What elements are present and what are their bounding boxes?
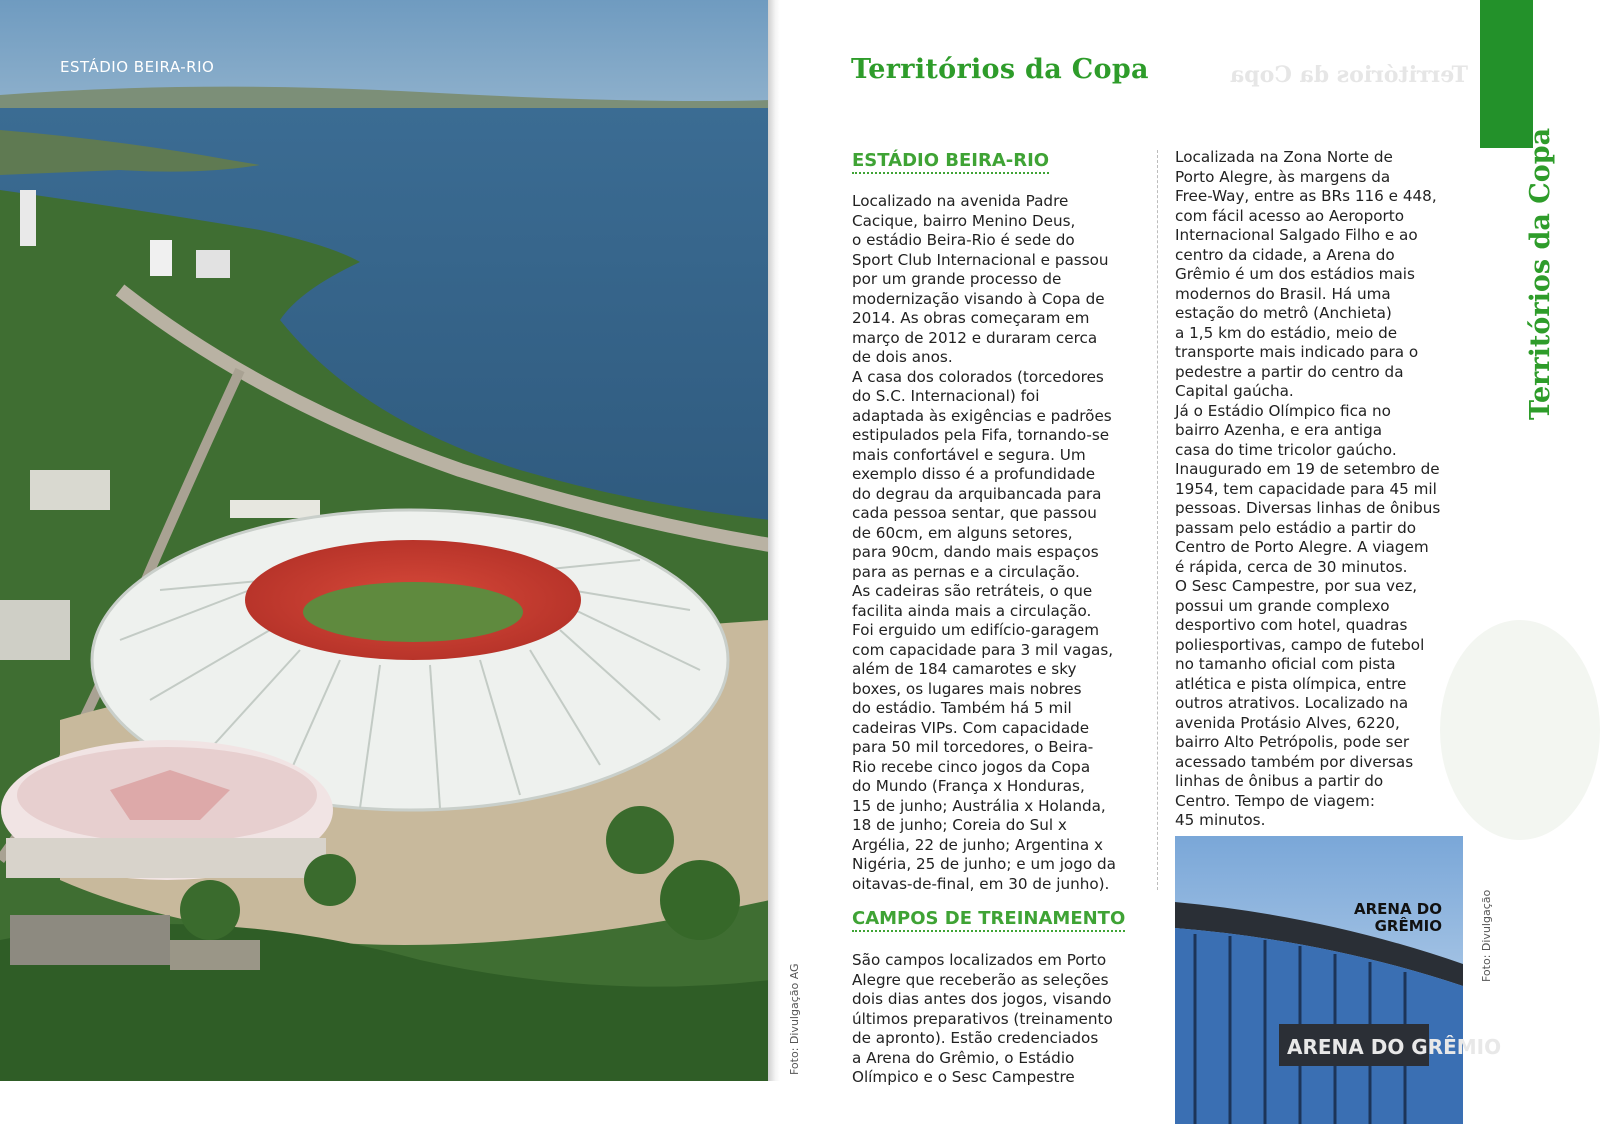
green-side-tab bbox=[1480, 0, 1533, 148]
stadium-aerial-illustration bbox=[0, 0, 770, 1081]
arena-sign-text: ARENA DO GRÊMIO bbox=[1287, 1035, 1502, 1059]
running-header: Territórios da Copa bbox=[851, 54, 1149, 85]
section-title-beira-rio: ESTÁDIO BEIRA-RIO bbox=[852, 150, 1049, 174]
bleed-through-header: Territórios da Copa bbox=[1230, 62, 1469, 88]
photo-caption: ESTÁDIO BEIRA-RIO bbox=[60, 58, 215, 76]
arena-photo-label: ARENA DO GRÊMIO bbox=[1354, 900, 1442, 935]
column-two-text: Localizada na Zona Norte de Porto Alegre, às margens da Free-Way, entre as BRs 116 e 448, com fácil acesso ao Aeroporto Internacional Salgado Filho e ao centro da cidade, a Arena do Grêmio é um dos estádios mais modernos do Brasil. Há uma estação do metrô (Anchieta) a 1,5 km do estádio, meio de transporte mais indicado para o pedestre a partir do centro da Capital gaúcha. Já o Estádio Olímpico fica no bairro Azenha, e era antiga casa do time tricolor gaúcho. Inaugurado em 19 de setembro de 1954, tem capacidade para 45 mil pessoas. Diversas linhas de ônibus passam pelo estádio a partir do Centro de Porto Alegre. A viagem é rápida, cerca de 30 minutos. O Sesc Campestre, por sua vez, possui um grande complexo desportivo com hotel, quadras poliesportivas, campo de futebol no tamanho oficial com pista atlética e pista olímpica, entre outros atrativos. Localizado na avenida Protásio Alves, 6220, bairro Alto Petrópolis, pode ser acessado também por diversas linhas de ônibus a partir do Centro. Tempo de viagem: 45 minutos. bbox=[1175, 148, 1441, 829]
section-text-campos-de-treinamento: São campos localizados em Porto Alegre que receberão as seleções dois dias antes dos jogos, visando últimos preparativos (treinamento de apronto). Estão credenciados a Arena do Grêmio, o Estádio Olímpico e o Sesc Campestre bbox=[852, 951, 1113, 1086]
section-text-beira-rio: Localizado na avenida Padre Cacique, bairro Menino Deus, o estádio Beira-Rio é sede do Sport Club Internacional e passou por um grande processo de modernização visando à Copa de 2014. As obras começaram em março de 2012 e duraram cerca de dois anos. A casa dos colorados (torcedores do S.C. Internacional) foi adaptada às exigências e padrões estipulados pela Fifa, tornando-se mais confortável e segura. Um exemplo disso é a profundidade do degrau da arquibancada para cada pessoa sentar, que passou de 60cm, em alguns setores, para 90cm, dando mais espaços para as pernas e a circulação. As cadeiras são retráteis, o que facilita ainda mais a circulação. Foi erguido um edifício-garagem com capacidade para 3 mil vagas, além de 184 camarotes e sky boxes, os lugares mais nobres do estádio. Também há 5 mil cadeiras VIPs. Com capacidade para 50 mil torcedores, o Beira- Rio recebe cinco jogos da Copa do Mundo (França x Honduras, 15 de junho; Austrália x Holanda, 18 de junho; Coreia do Sul x Argélia, 22 de junho; Argentina x Nigéria, 25 de junho; e um jogo da oitavas-de-final, em 30 de junho). bbox=[852, 192, 1116, 893]
page-spine bbox=[768, 0, 780, 1081]
section-title-campos-de-treinamento: CAMPOS DE TREINAMENTO bbox=[852, 908, 1125, 932]
photo-credit-right: Foto: Divulgação bbox=[1480, 889, 1493, 982]
stadium-aerial-photo bbox=[0, 0, 770, 1081]
side-vertical-label: Territórios da Copa bbox=[1525, 127, 1556, 420]
photo-credit-left: Foto: Divulgação AG bbox=[788, 963, 801, 1075]
column-divider bbox=[1157, 150, 1158, 890]
